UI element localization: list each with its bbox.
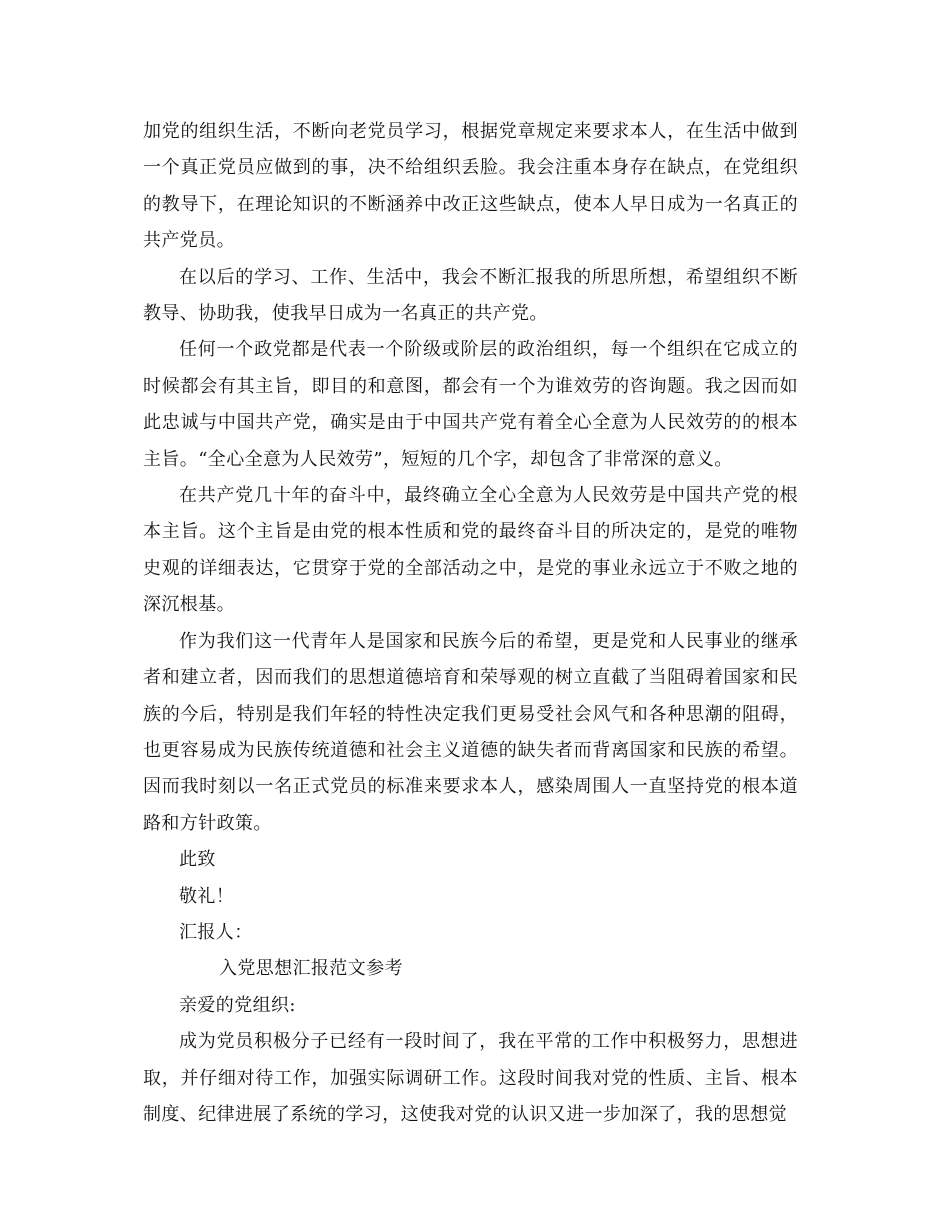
paragraph-party-struggle: 在共产党几十年的奋斗中，最终确立全心全意为人民效劳是中国共产党的根本主旨。这个主旨是由党的根本性质和党的最终奋斗目的所决定的，是党的唯物史观的详细表达，它贯穿于党的全部活动之中，是党的事业永远立于不败之地的深沉根基。 [143, 485, 798, 616]
paragraph-report-intent: 在以后的学习、工作、生活中，我会不断汇报我的所思所想，希望组织不断教导、协助我，使我早日成为一名真正的共产党。 [143, 266, 798, 325]
paragraph-activist-experience: 成为党员积极分子已经有一段时间了，我在平常的工作中积极努力，思想进取，并仔细对待工作，加强实际调研工作。这段时间我对党的性质、主旨、根本制度、纪律进展了系统的学习，这使我对党的认识又进一步加深了，我的思想觉 [143, 1031, 798, 1125]
closing-regards: 敬礼！ [179, 885, 235, 907]
reporter-signature: 汇报人： [179, 921, 253, 943]
greeting: 亲爱的党组织: [179, 994, 296, 1016]
paragraph-party-purpose: 任何一个政党都是代表一个阶级或阶层的政治组织，每一个组织在它成立的时候都会有其主旨，即目的和意图，都会有一个为谁效劳的咨询题。我之因而如此忠诚与中国共产党，确实是由于中国共产党有着全心全意为人民效劳的的根本主旨。“全心全意为人民效劳”，短短的几个字，却包含了非常深的意义。 [143, 339, 798, 470]
document-page [143, 114, 798, 1133]
paragraph-youth-role: 作为我们这一代青年人是国家和民族今后的希望，更是党和人民事业的继承者和建立者，因而我们的思想道德培育和荣辱观的树立直截了当阻碍着国家和民族的今后，特别是我们年轻的特性决定我们更易受社会风气和各种思潮的阻碍，也更容易成为民族传统道德和社会主义道德的缺失者而背离国家和民族的希望。因而我时刻以一名正式党员的标准来要求本人，感染周围人一直坚持党的根本道路和方针政策。 [143, 630, 798, 834]
closing-salutation: 此致 [179, 849, 216, 871]
paragraph-continuation: 加党的组织生活，不断向老党员学习，根据党章规定来要求本人，在生活中做到一个真正党员应做到的事，决不给组织丢脸。我会注重本身存在缺点，在党组织的教导下，在理论知识的不断涵养中改正这些缺点，使本人早日成为一名真正的共产党员。 [143, 121, 798, 252]
section-heading: 入党思想汇报范文参考 [219, 958, 403, 980]
